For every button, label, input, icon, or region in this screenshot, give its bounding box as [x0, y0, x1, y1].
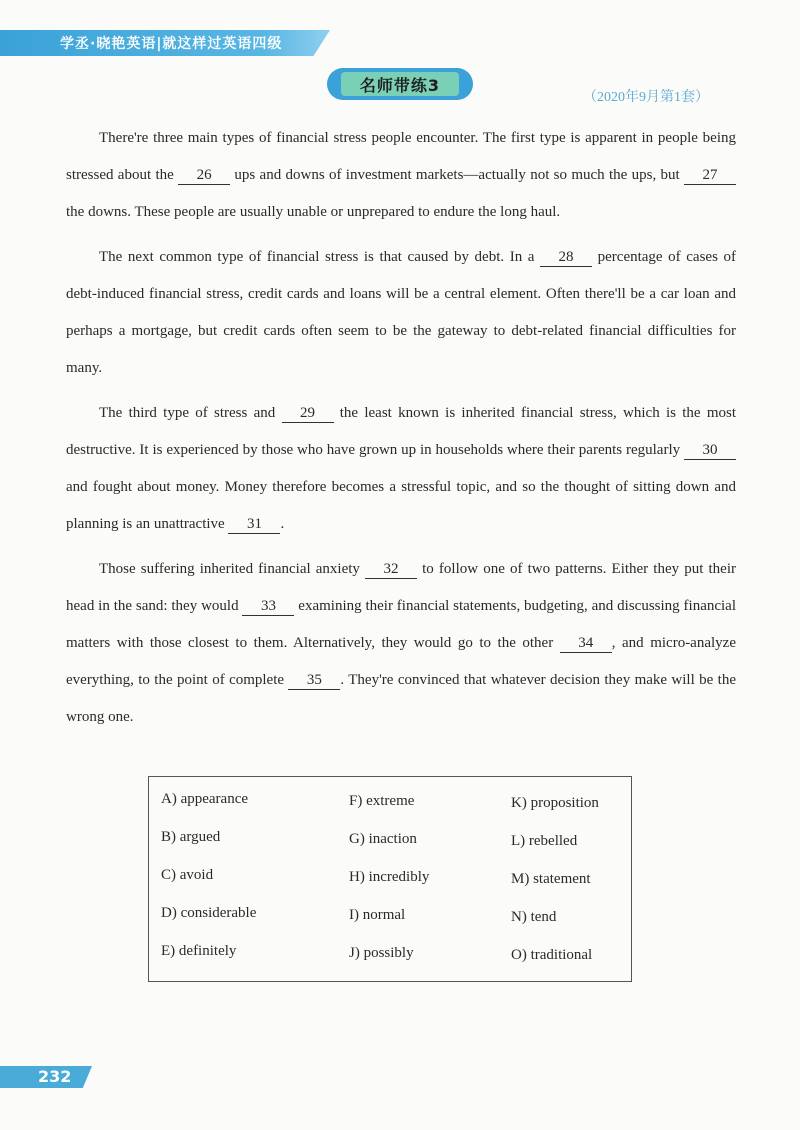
option-m: M) statement — [511, 871, 591, 887]
paragraph-3 — [66, 395, 736, 543]
option-o: O) traditional — [511, 947, 593, 963]
text-span: ups and downs of investment markets—actually not so much the ups, but — [230, 167, 684, 183]
text-span: Those suffering inherited financial anxiety — [99, 561, 366, 577]
word-bank — [148, 776, 632, 982]
option-h: H) incredibly — [349, 869, 430, 885]
text-span: . They're convinced that whatever decision they make will be the wrong one. — [66, 672, 736, 725]
exam-source: （2020年9月第1套） — [583, 90, 709, 105]
text-span: percentage of cases of debt-induced financial stress, credit cards and loans will be a central element. Often there'll be a car loan and perhaps a mortgage, but credit cards often seem to be the gateway to debt-related financial difficulties for many. — [66, 249, 736, 376]
text-span: The next common type of financial stress is that caused by debt. In a — [99, 249, 541, 265]
text-span: the downs. These people are usually unable or unprepared to endure the long haul. — [66, 204, 561, 220]
blank-34: 34 — [560, 634, 612, 653]
text-span: to follow one of two patterns. Either they put their head in the sand: they would — [66, 561, 736, 614]
blank-32: 32 — [365, 560, 417, 579]
blank-28: 28 — [540, 248, 592, 267]
text-span: and fought about money. Money therefore becomes a stressful topic, and so the thought of sitting down and planning is an unattractive — [66, 479, 736, 532]
passage — [66, 120, 736, 744]
option-f: F) extreme — [349, 793, 415, 809]
option-d: D) considerable — [161, 905, 257, 921]
text-span: . — [280, 516, 285, 532]
header-title: 学丞·晓艳英语|就这样过英语四级 — [60, 36, 283, 52]
option-j: J) possibly — [349, 945, 414, 961]
option-n: N) tend — [511, 909, 557, 925]
text-span: examining their financial statements, budgeting, and discussing financial matters with those closest to them. Alternatively, they would go to the other — [66, 598, 736, 651]
blank-33: 33 — [242, 597, 294, 616]
option-g: G) inaction — [349, 831, 417, 847]
paragraph-4 — [66, 551, 736, 736]
option-c: C) avoid — [161, 867, 214, 883]
section-title: 名师带练3 — [341, 72, 459, 96]
option-k: K) proposition — [511, 795, 599, 811]
blank-35: 35 — [288, 671, 340, 690]
text-span: the least known is inherited financial stress, which is the most destructive. It is experienced by those who have grown up in households where their parents regularly — [66, 405, 736, 458]
blank-26: 26 — [178, 166, 230, 185]
section-title-badge — [327, 68, 473, 100]
option-l: L) rebelled — [511, 833, 578, 849]
blank-29: 29 — [282, 404, 334, 423]
option-e: E) definitely — [161, 943, 237, 959]
text-span: The third type of stress and — [99, 405, 282, 421]
blank-30: 30 — [684, 441, 736, 460]
paragraph-2 — [66, 239, 736, 387]
text-span: There're three main types of financial stress people encounter. The first type is apparent in people being stressed about the — [66, 130, 736, 183]
option-a: A) appearance — [161, 791, 249, 807]
page-number: 232 — [38, 1067, 72, 1086]
paragraph-1 — [66, 120, 736, 231]
option-b: B) argued — [161, 829, 221, 845]
blank-27: 27 — [684, 166, 736, 185]
option-i: I) normal — [349, 907, 406, 923]
text-span: , and micro-analyze everything, to the point of complete — [66, 635, 736, 688]
blank-31: 31 — [228, 515, 280, 534]
